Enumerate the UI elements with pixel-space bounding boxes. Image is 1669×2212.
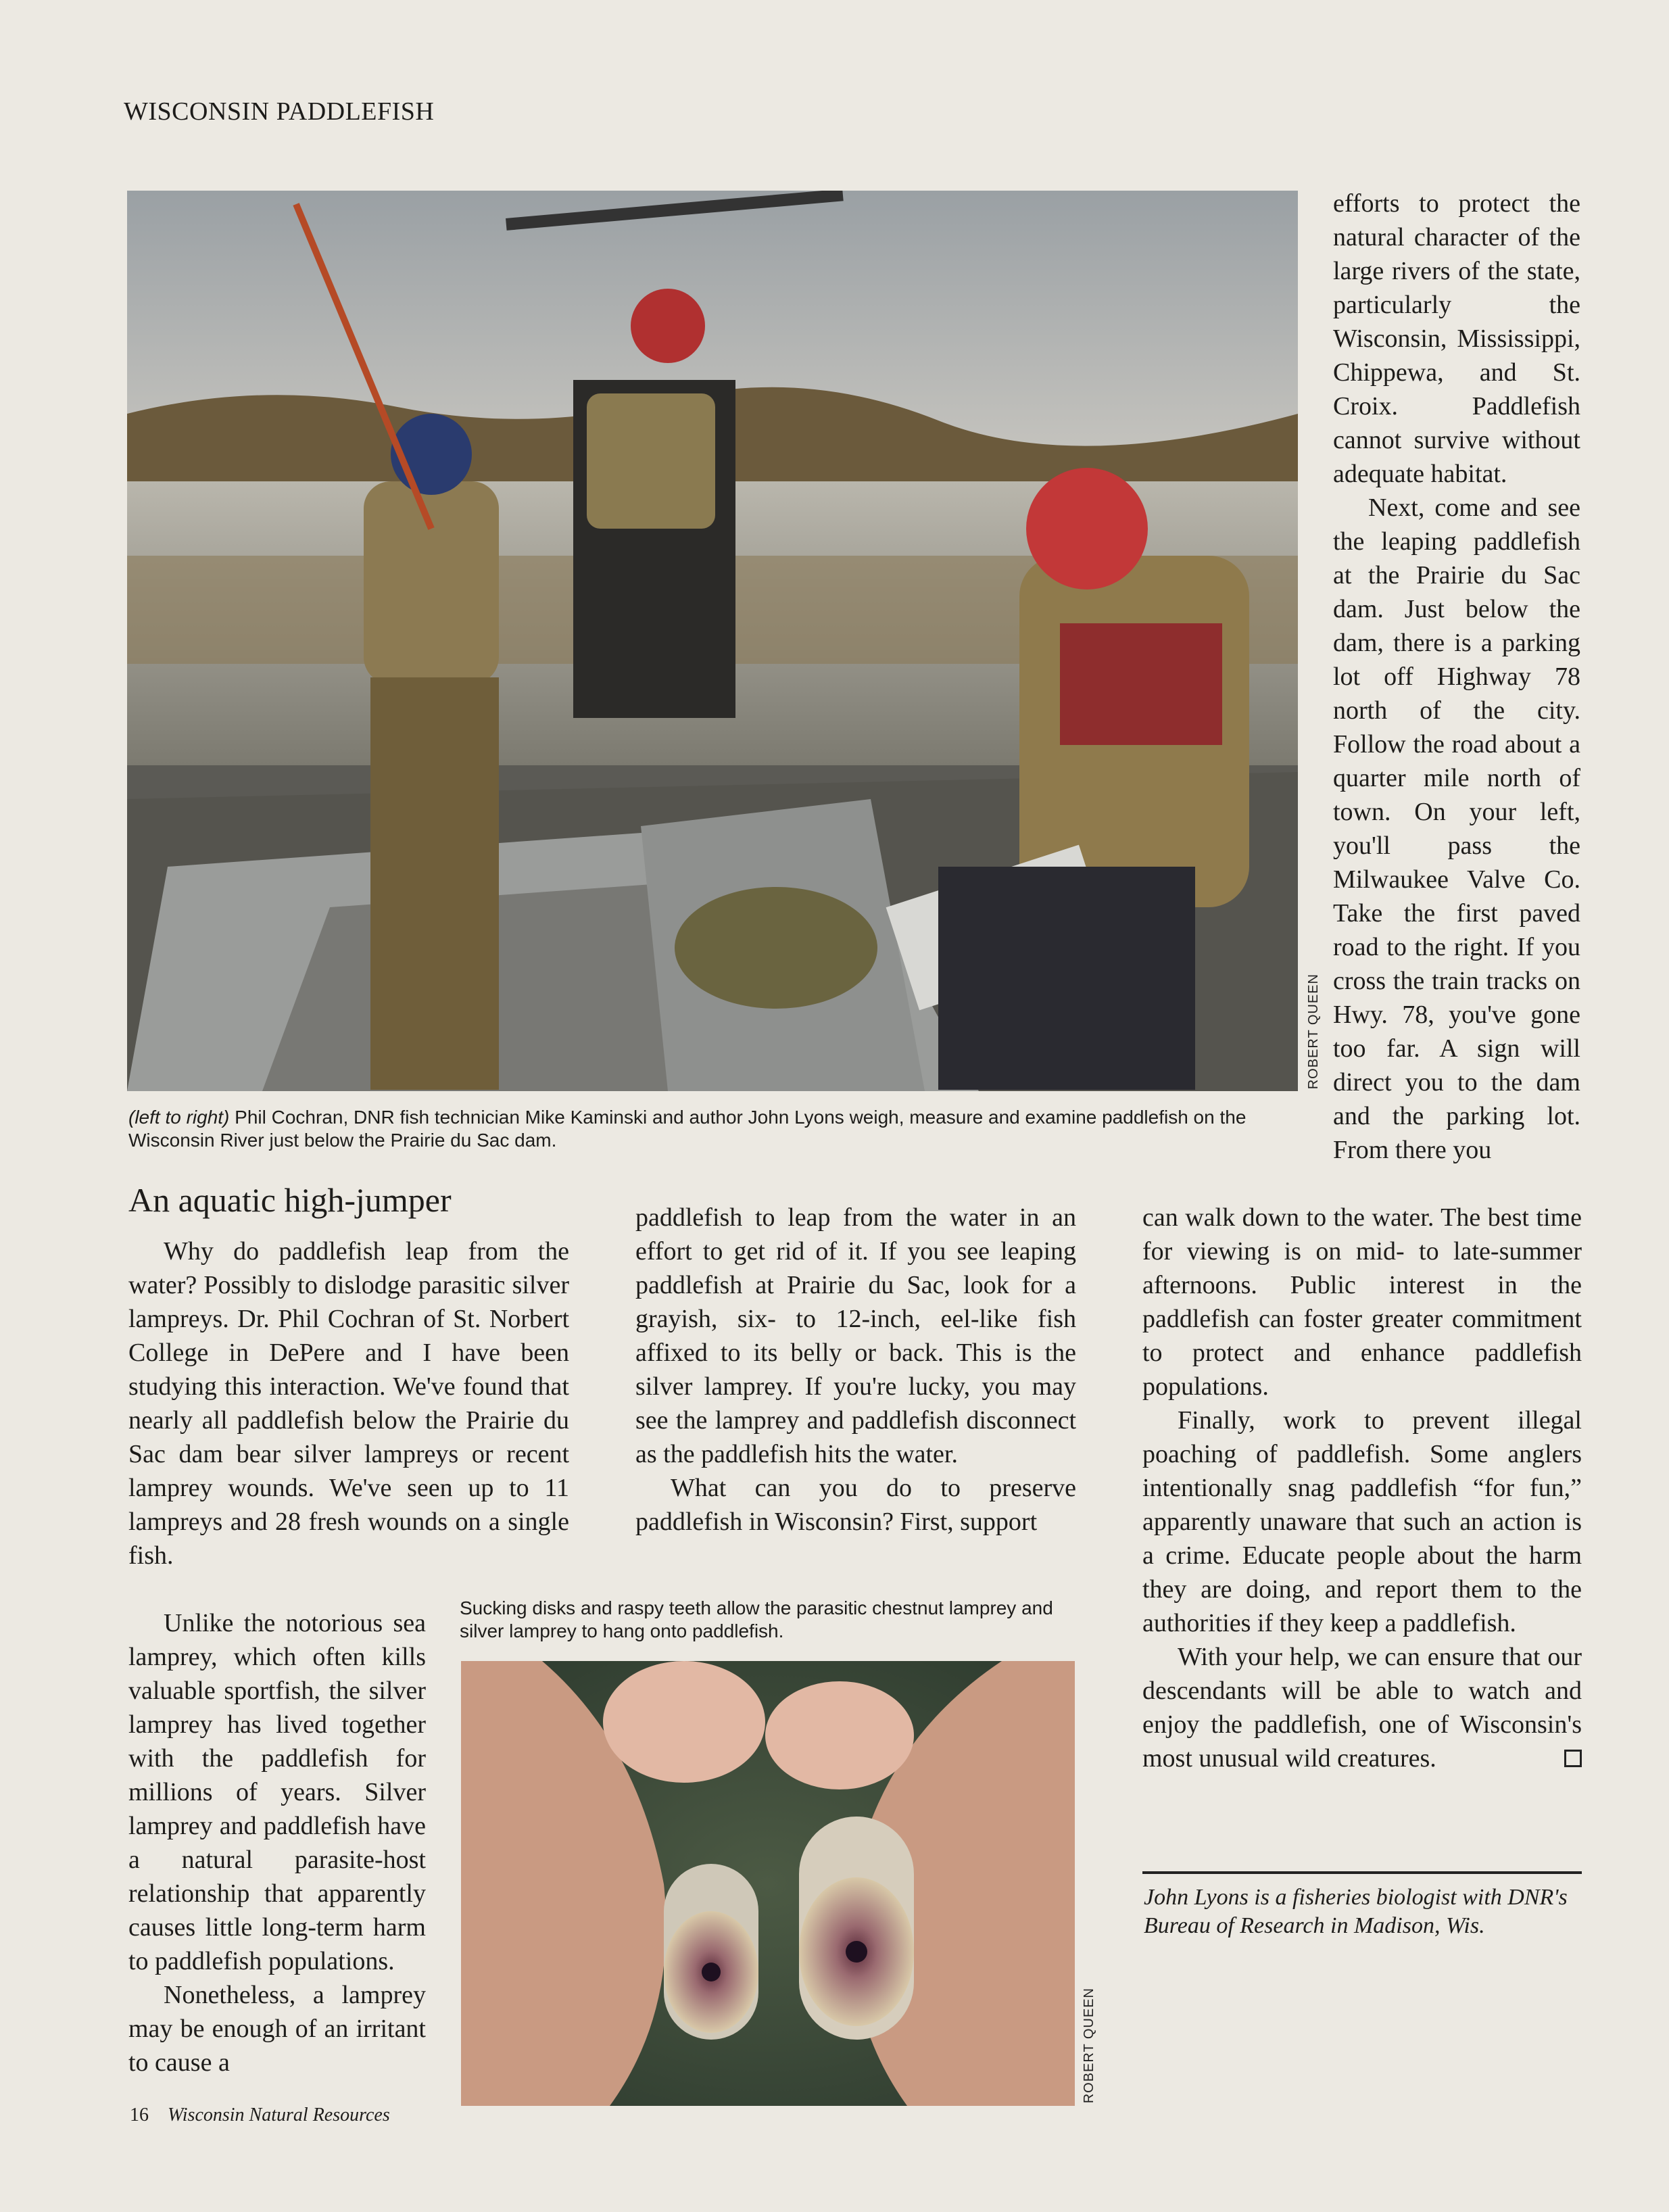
column-1 [128,1234,569,1572]
column-3-top [1333,187,1580,1167]
caption-text: Phil Cochran, DNR fish technician Mike Kaminski and author John Lyons weigh, measure and examine paddlefish on the Wisconsin River just below the Prairie du Sac dam. [128,1107,1247,1151]
col1-paragraph-3: Nonetheless, a lamprey may be enough of an irritant to cause a [128,1981,426,2077]
col3-paragraph-3: Finally, work to prevent illegal poaching of paddlefish. Some anglers intentionally snag paddlefish “for fun,” apparently unaware that such an action is a crime. Educate people about the harm they are doing, and report them to the authorities if they keep a paddlefish. [1142,1406,1582,1637]
col3-paragraph-1: efforts to protect the natural character of the large rivers of the state, particularly the Wisconsin, Mississippi, Chippewa, and St. Croix. Paddlefish cannot survive without adequate habitat. [1333,189,1580,488]
col1-paragraph-1: Why do paddlefish leap from the water? Possibly to dislodge parasitic silver lampreys. Dr. Phil Cochran of St. Norbert College in DePere and I have been studying this interaction. We've found that nearly all paddlefish below the Prairie du Sac dam bear silver lampreys or recent lamprey wounds. We've seen up to 11 lampreys and 28 fresh wounds on a single fish. [128,1237,569,1570]
magazine-name: Wisconsin Natural Resources [168,2105,390,2125]
author-bio: John Lyons is a fisheries biologist with DNR's Bureau of Research in Madison, Wis. [1144,1885,1568,1938]
lamprey-photo [461,1661,1075,2106]
lamprey-photo-caption: Sucking disks and raspy teeth allow the parasitic chestnut lamprey and silver lamprey to hang onto paddlefish. [460,1597,1053,1641]
lamprey-photo-credit: ROBERT QUEEN [1082,1988,1096,2104]
section-heading: An aquatic high-jumper [128,1181,452,1219]
col3-paragraph-4 [1142,1640,1582,1775]
page-number: 16 [130,2105,149,2125]
end-mark-icon [1564,1750,1582,1767]
caption-lead: (left to right) [128,1107,230,1128]
main-photo [127,191,1298,1091]
bio-divider [1142,1871,1582,1874]
col2-paragraph-1: paddlefish to leap from the water in an effort to get rid of it. If you see leaping paddlefish at Prairie du Sac, look for a grayish, six- to 12-inch, eel-like fish affixed to its belly or back. This is the silver lamprey. If you're lucky, you may see the lamprey and paddlefish disconnect as the paddlefish hits the water. [635,1203,1076,1468]
col3-paragraph-2-cont: can walk down to the water. The best time for viewing is on mid- to late-summer afternoons. Public interest in the paddlefish can foster greater commitment to protect and enhance paddlefish populations. [1142,1203,1582,1401]
col2-paragraph-2: What can you do to preserve paddlefish in Wisconsin? First, support [635,1474,1076,1536]
col3-paragraph-2: Next, come and see the leaping paddlefish at the Prairie du Sac dam. Just below the dam, there is a parking lot off Highway 78 north of the city. Follow the road about a quarter mile north of town. On your left, you'll pass the Milwaukee Valve Co. Take the first paved road to the right. If you cross the train tracks on Hwy. 78, you've gone too far. A sign will direct you to the dam and the parking lot. From there you [1333,494,1580,1164]
main-photo-credit: ROBERT QUEEN [1306,973,1321,1090]
main-photo-caption [128,1106,1305,1152]
column-2 [635,1201,1076,1539]
column-3-lower [1142,1201,1582,1775]
column-1-lower [128,1606,426,2079]
col1-paragraph-2: Unlike the notorious sea lamprey, which often kills valuable sportfish, the silver lamprey has lived together with the paddlefish for millions of years. Silver lamprey and paddlefish have a natural parasite-host relationship that apparently causes little long-term harm to paddlefish populations. [128,1609,426,1975]
col3-paragraph-4-text: With your help, we can ensure that our descendants will be able to watch and enjoy the paddlefish, one of Wisconsin's most unusual wild creatures. [1142,1643,1582,1773]
section-header: WISCONSIN PADDLEFISH [124,97,435,126]
page-footer [130,2105,390,2126]
